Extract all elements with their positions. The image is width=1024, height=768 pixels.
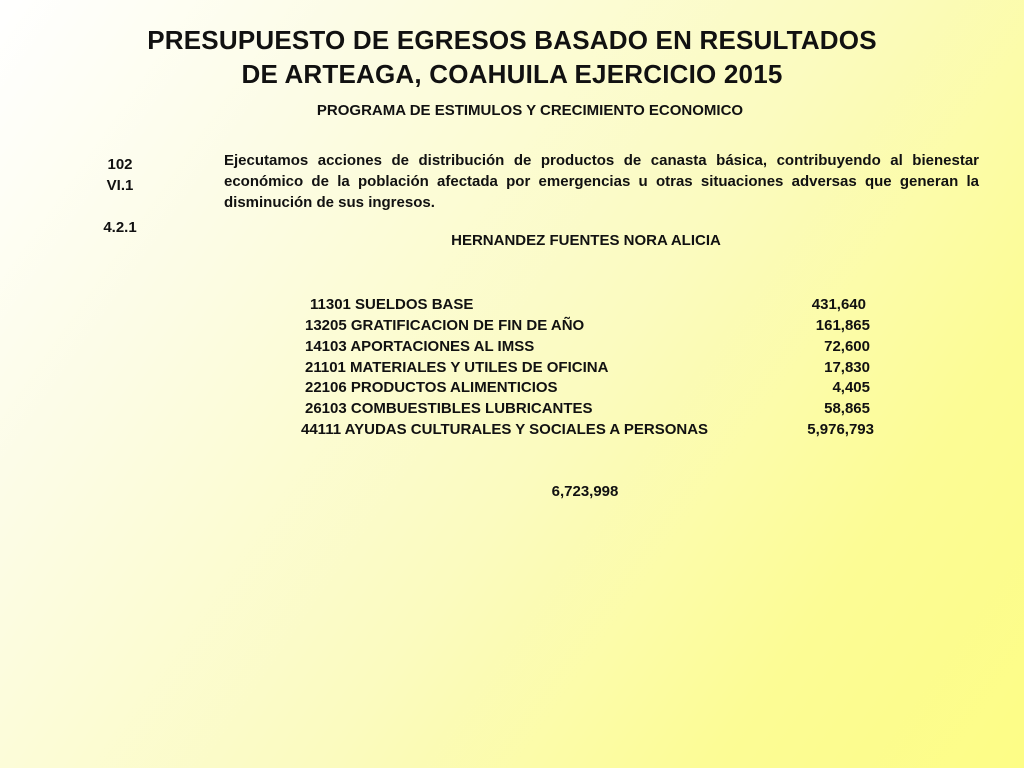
budget-row — [0, 295, 1024, 315]
budget-item-label: 44111 AYUDAS CULTURALES Y SOCIALES A PERSONAS — [301, 421, 709, 438]
budget-row — [0, 399, 1024, 419]
program-name: PROGRAMA DE ESTIMULOS Y CRECIMIENTO ECONOMICO — [316, 102, 744, 119]
budget-total: 6,723,998 — [551, 483, 619, 500]
budget-item-amount: 72,600 — [824, 338, 870, 355]
budget-item-label: 26103 COMBUESTIBLES LUBRICANTES — [305, 400, 593, 417]
budget-item-amount: 4,405 — [832, 379, 870, 396]
budget-row — [0, 316, 1024, 336]
responsible-person: HERNANDEZ FUENTES NORA ALICIA — [451, 232, 721, 249]
budget-row — [0, 337, 1024, 357]
axis-code: VI.1 — [106, 177, 134, 194]
budget-item-label: 11301 SUELDOS BASE — [310, 296, 474, 313]
budget-row — [0, 378, 1024, 398]
page-title-line-2: DE ARTEAGA, COAHUILA EJERCICIO 2015 — [241, 59, 783, 89]
budget-row — [0, 420, 1024, 440]
program-description: Ejecutamos acciones de distribución de productos de canasta básica, contribuyendo al bienestar económico de la población afectada por emergencias u otras situaciones adversas que generan la disminución de sus ingresos. — [224, 152, 979, 211]
budget-item-label: 22106 PRODUCTOS ALIMENTICIOS — [305, 379, 558, 396]
budget-item-amount: 58,865 — [824, 400, 870, 417]
budget-item-amount: 161,865 — [815, 317, 870, 334]
budget-item-amount: 17,830 — [824, 359, 870, 376]
objective-code: 4.2.1 — [103, 219, 137, 236]
budget-item-amount: 431,640 — [811, 296, 866, 313]
budget-row — [0, 358, 1024, 378]
page-title-line-1: PRESUPUESTO DE EGRESOS BASADO EN RESULTADOS — [147, 25, 877, 55]
budget-item-label: 14103 APORTACIONES AL IMSS — [305, 338, 535, 355]
budget-item-amount: 5,976,793 — [807, 421, 874, 438]
program-code: 102 — [107, 156, 133, 173]
budget-item-label: 13205 GRATIFICACION DE FIN DE AÑO — [305, 317, 585, 334]
budget-item-label: 21101 MATERIALES Y UTILES DE OFICINA — [305, 359, 609, 376]
